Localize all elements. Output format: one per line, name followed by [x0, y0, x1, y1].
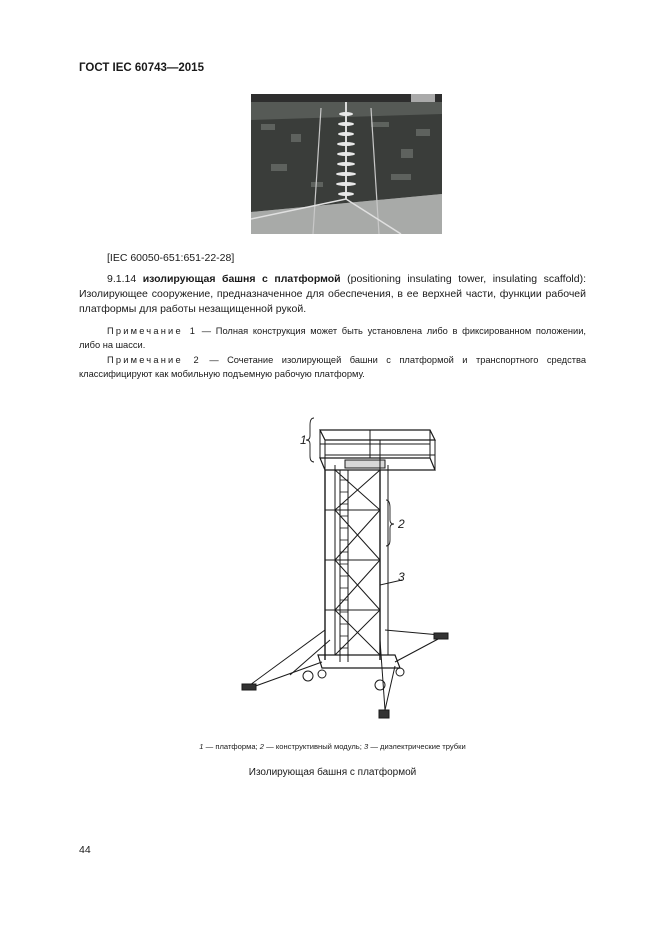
iec-reference: [IEC 60050-651:651-22-28]	[107, 252, 235, 264]
legend-text-2: — конструктивный модуль;	[264, 742, 364, 751]
note-1-text: — Полная конструкция может быть установлена либо в фиксированном положении, либо на шасси.	[79, 326, 586, 350]
legend-text-1: — платформа;	[203, 742, 260, 751]
document-header: ГОСТ IEC 60743—2015	[79, 62, 204, 74]
term-text: (positioning insulating tower, insulating scaffold): Изолирующее сооружение, предназначенное для обеспечения, в ее верхней части, функции рабочей платформы для работы незащищенной рукой.	[79, 273, 586, 315]
insulator-photo	[251, 94, 442, 234]
term-name: изолирующая башня с платформой	[142, 273, 341, 285]
note-2	[79, 354, 586, 381]
callout-2: 2	[398, 517, 405, 531]
term-definition	[79, 272, 586, 317]
note-1	[79, 325, 586, 352]
callout-1: 1	[300, 433, 307, 447]
tower-frame	[325, 465, 388, 662]
tower-drawing	[230, 400, 475, 730]
callout-3: 3	[398, 570, 405, 584]
page-number: 44	[79, 844, 91, 856]
tower-base	[242, 630, 448, 718]
legend-num-1: 1	[199, 742, 204, 751]
note-2-label: Примечание 2	[107, 355, 201, 365]
legend-num-2: 2	[259, 742, 265, 751]
legend-text-3: — диэлектрические трубки	[368, 742, 466, 751]
legend-num-3: 3	[363, 742, 369, 751]
platform-drawing	[320, 430, 435, 470]
term-number: 9.1.14	[107, 273, 137, 285]
note-1-label: Примечание 1	[107, 326, 198, 336]
figure-legend	[79, 742, 586, 751]
figure-caption: Изолирующая башня с платформой	[248, 767, 417, 778]
note-2-text: — Сочетание изолирующей башни с платформой и транспортного средства классифицируют как мобильную подъемную рабочую платформу.	[79, 355, 586, 379]
